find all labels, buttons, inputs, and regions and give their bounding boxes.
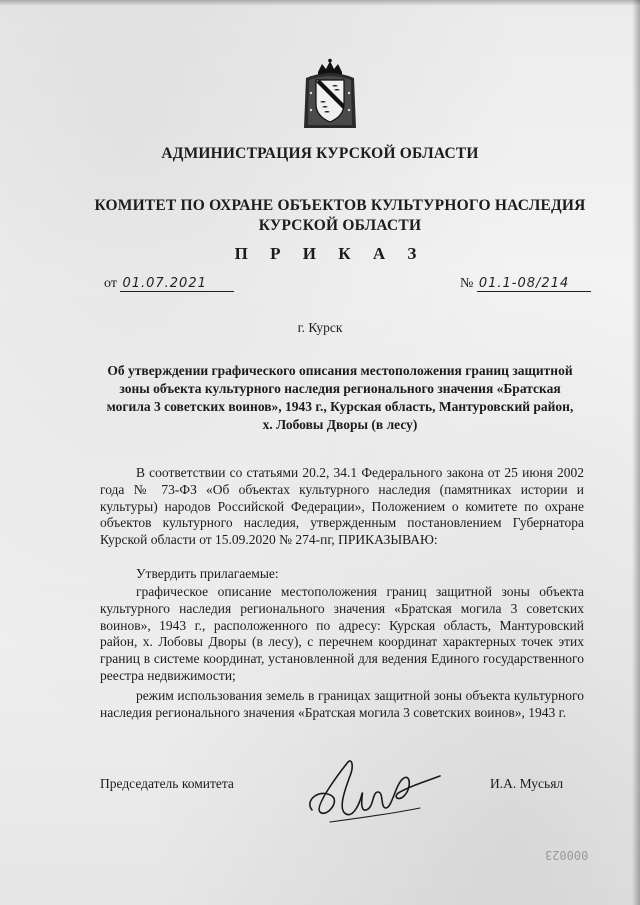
stamp-number: 000023 — [545, 848, 589, 862]
body-paragraph-regime: режим использования земель в границах защитной зоны объекта культурного наследия регионального значения «Братская могила 3 советских воинов», 1943 г. — [100, 688, 584, 720]
order-number — [460, 276, 591, 292]
order-number-prefix: № — [460, 276, 474, 291]
coat-of-arms-icon — [302, 58, 358, 130]
body-paragraph-basis: В соответствии со статьями 20.2, 34.1 Федерального закона от 25 июня 2002 года № 73-ФЗ «Об объектах культурного наследия (памятниках истории и культуры) народов Российской Федерации», Положением о комитете по охране объектов культурного наследия, утвержденным постановлением Губернатора Курской области от 15.09.2020 № 274-пг, ПРИКАЗЫВАЮ: — [100, 465, 584, 548]
committee-heading-line1: КОМИТЕТ ПО ОХРАНЕ ОБЪЕКТОВ КУЛЬТУРНОГО НАСЛЕДИЯ — [94, 197, 586, 214]
signer-title: Председатель комитета — [100, 776, 234, 791]
order-date-value: 01.07.2021 — [120, 276, 234, 292]
committee-heading — [60, 196, 620, 236]
city-line: г. Курск — [297, 320, 343, 335]
document-type-heading: П Р И К А З — [234, 244, 426, 263]
scan-shadow-right — [632, 0, 640, 905]
scan-shadow-top — [0, 0, 640, 6]
order-date — [104, 276, 234, 292]
body-paragraph-description: графическое описание местоположения границ защитной зоны объекта культурного наследия регионального значения «Братская могила 3 советских воинов», 1943 г., расположенного по адресу: Курская область, Мантуровский район, х. Лобовы Дворы (в лесу), с перечнем координат характерных точек этих границ в системе координат, установленной для ведения Единого государственного реестра недвижимости; — [100, 584, 584, 683]
signer-name: И.А. Мусьял — [490, 776, 564, 791]
body-paragraph-approve: Утвердить прилагаемые: — [136, 566, 279, 581]
administration-heading: АДМИНИСТРАЦИЯ КУРСКОЙ ОБЛАСТИ — [161, 145, 479, 162]
order-date-prefix: от — [104, 276, 117, 291]
order-number-value: 01.1-08/214 — [477, 276, 591, 292]
handwritten-signature — [300, 752, 450, 832]
committee-heading-line2: КУРСКОЙ ОБЛАСТИ — [258, 217, 422, 234]
order-subject: Об утверждении графического описания местоположения границ защитной зоны объекта культурного наследия регионального значения «Братская могила 3 советских воинов», 1943 г., Курская область, Мантуровский район, х. Лобовы Дворы (в лесу) — [106, 363, 574, 432]
